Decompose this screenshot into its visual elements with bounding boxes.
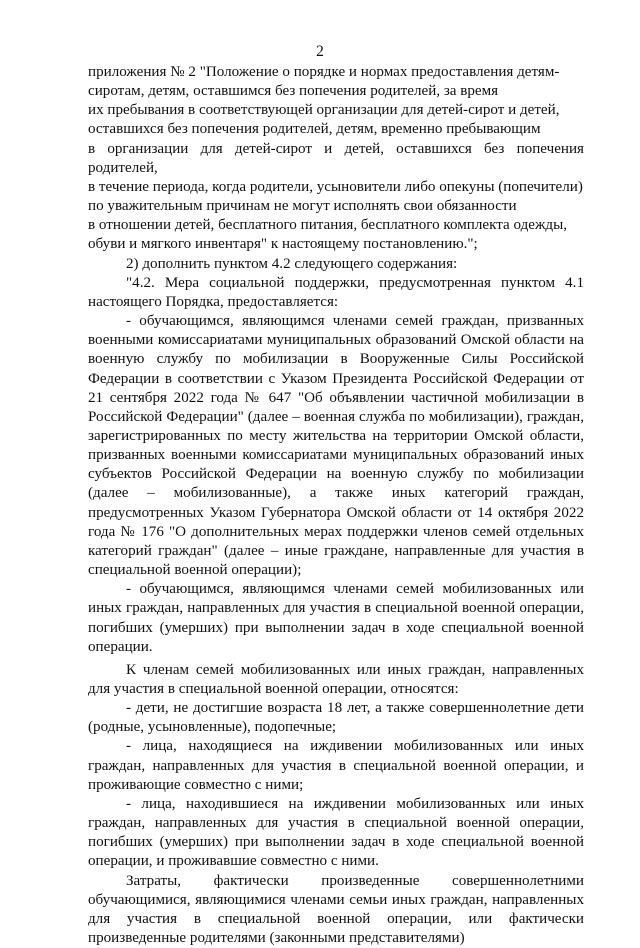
text-line: в течение периода, когда родители, усыновители либо опекуны (попечители) bbox=[88, 178, 583, 195]
text-line: в отношении детей, бесплатного питания, бесплатного комплекта одежды, bbox=[88, 217, 568, 234]
paragraph: - лица, находящиеся на иждивении мобилизованных или иных граждан, направленных для участия в специальной военной операции, и проживающие совместно с ними; bbox=[88, 738, 584, 793]
text-line: оставшихся без попечения родителей, детям, временно пребывающим bbox=[88, 121, 541, 138]
paragraph: - лица, находившиеся на иждивении мобилизованных или иных граждан, направленных для участия в специальной военной операции, погибших (умерших) при выполнении задач в ходе специальной военной операции, и проживавшие совместно с ними. bbox=[88, 795, 584, 870]
text-line: в организации для детей-сирот и детей, оставшихся без попечения родителей, bbox=[88, 140, 584, 176]
paragraph: Затраты, фактически произведенные совершеннолетними обучающимися, являющимися членами семьи иных граждан, направленных для участия в специальной военной операции, или фактически произведенные родителями (законными представителями) bbox=[88, 872, 584, 947]
page-number: 2 bbox=[316, 43, 324, 60]
paragraph: - обучающимся, являющимся членами семей мобилизованных или иных граждан, направленных для участия в специальной военной операции, погибших (умерших) при выполнении задач в ходе специальной военной операции. bbox=[88, 581, 584, 655]
text-line: сиротам, детям, оставшимся без попечения родителей, за время bbox=[88, 83, 499, 100]
text-line: приложения № 2 "Положение о порядке и нормах предоставления детям- bbox=[88, 64, 560, 80]
text-line: по уважительным причинам не могут исполнять свои обязанности bbox=[88, 198, 517, 215]
paragraph: - дети, не достигшие возраста 18 лет, а также совершеннолетние дети (родные, усыновленные), подопечные; bbox=[88, 700, 584, 736]
text-line: обуви и мягкого инвентаря" к настоящему постановлению."; bbox=[88, 236, 478, 253]
paragraph: 2) дополнить пунктом 4.2 следующего содержания: bbox=[126, 255, 458, 272]
paragraph: К членам семей мобилизованных или иных граждан, направленных для участия в специальной военной операции, относятся: bbox=[88, 661, 584, 697]
document-body bbox=[88, 63, 584, 948]
text-line: их пребывания в соответствующей организации для детей-сирот и детей, bbox=[88, 102, 560, 119]
paragraph bbox=[88, 63, 584, 255]
paragraph: "4.2. Мера социальной поддержки, предусмотренная пунктом 4.1 настоящего Порядка, предоставляется: bbox=[88, 274, 584, 310]
paragraph: - обучающимся, являющимся членами семей граждан, призванных военными комиссариатами муниципальных образований Омской области на военную службу по мобилизации в Вооруженные Силы Российской Федерации в соответствии с Указом Президента Российской Федерации от 21 сентября 2022 года № 647 "Об объявлении частичной мобилизации в Российской Федерации" (далее – военная служба по мобилизации), граждан, зарегистрированных по месту жительства на территории Омской области, призванных военными комиссариатами муниципальных образований иных субъектов Российской Федерации на военную службу по мобилизации (далее – мобилизованные), а также иных категорий граждан, предусмотренных Указом Губернатора Омской области от 14 октября 2022 года № 176 "О дополнительных мерах поддержки членов семей отдельных категорий граждан" (далее – иные граждане, направленные для участия в специальной военной операции); bbox=[88, 313, 584, 579]
